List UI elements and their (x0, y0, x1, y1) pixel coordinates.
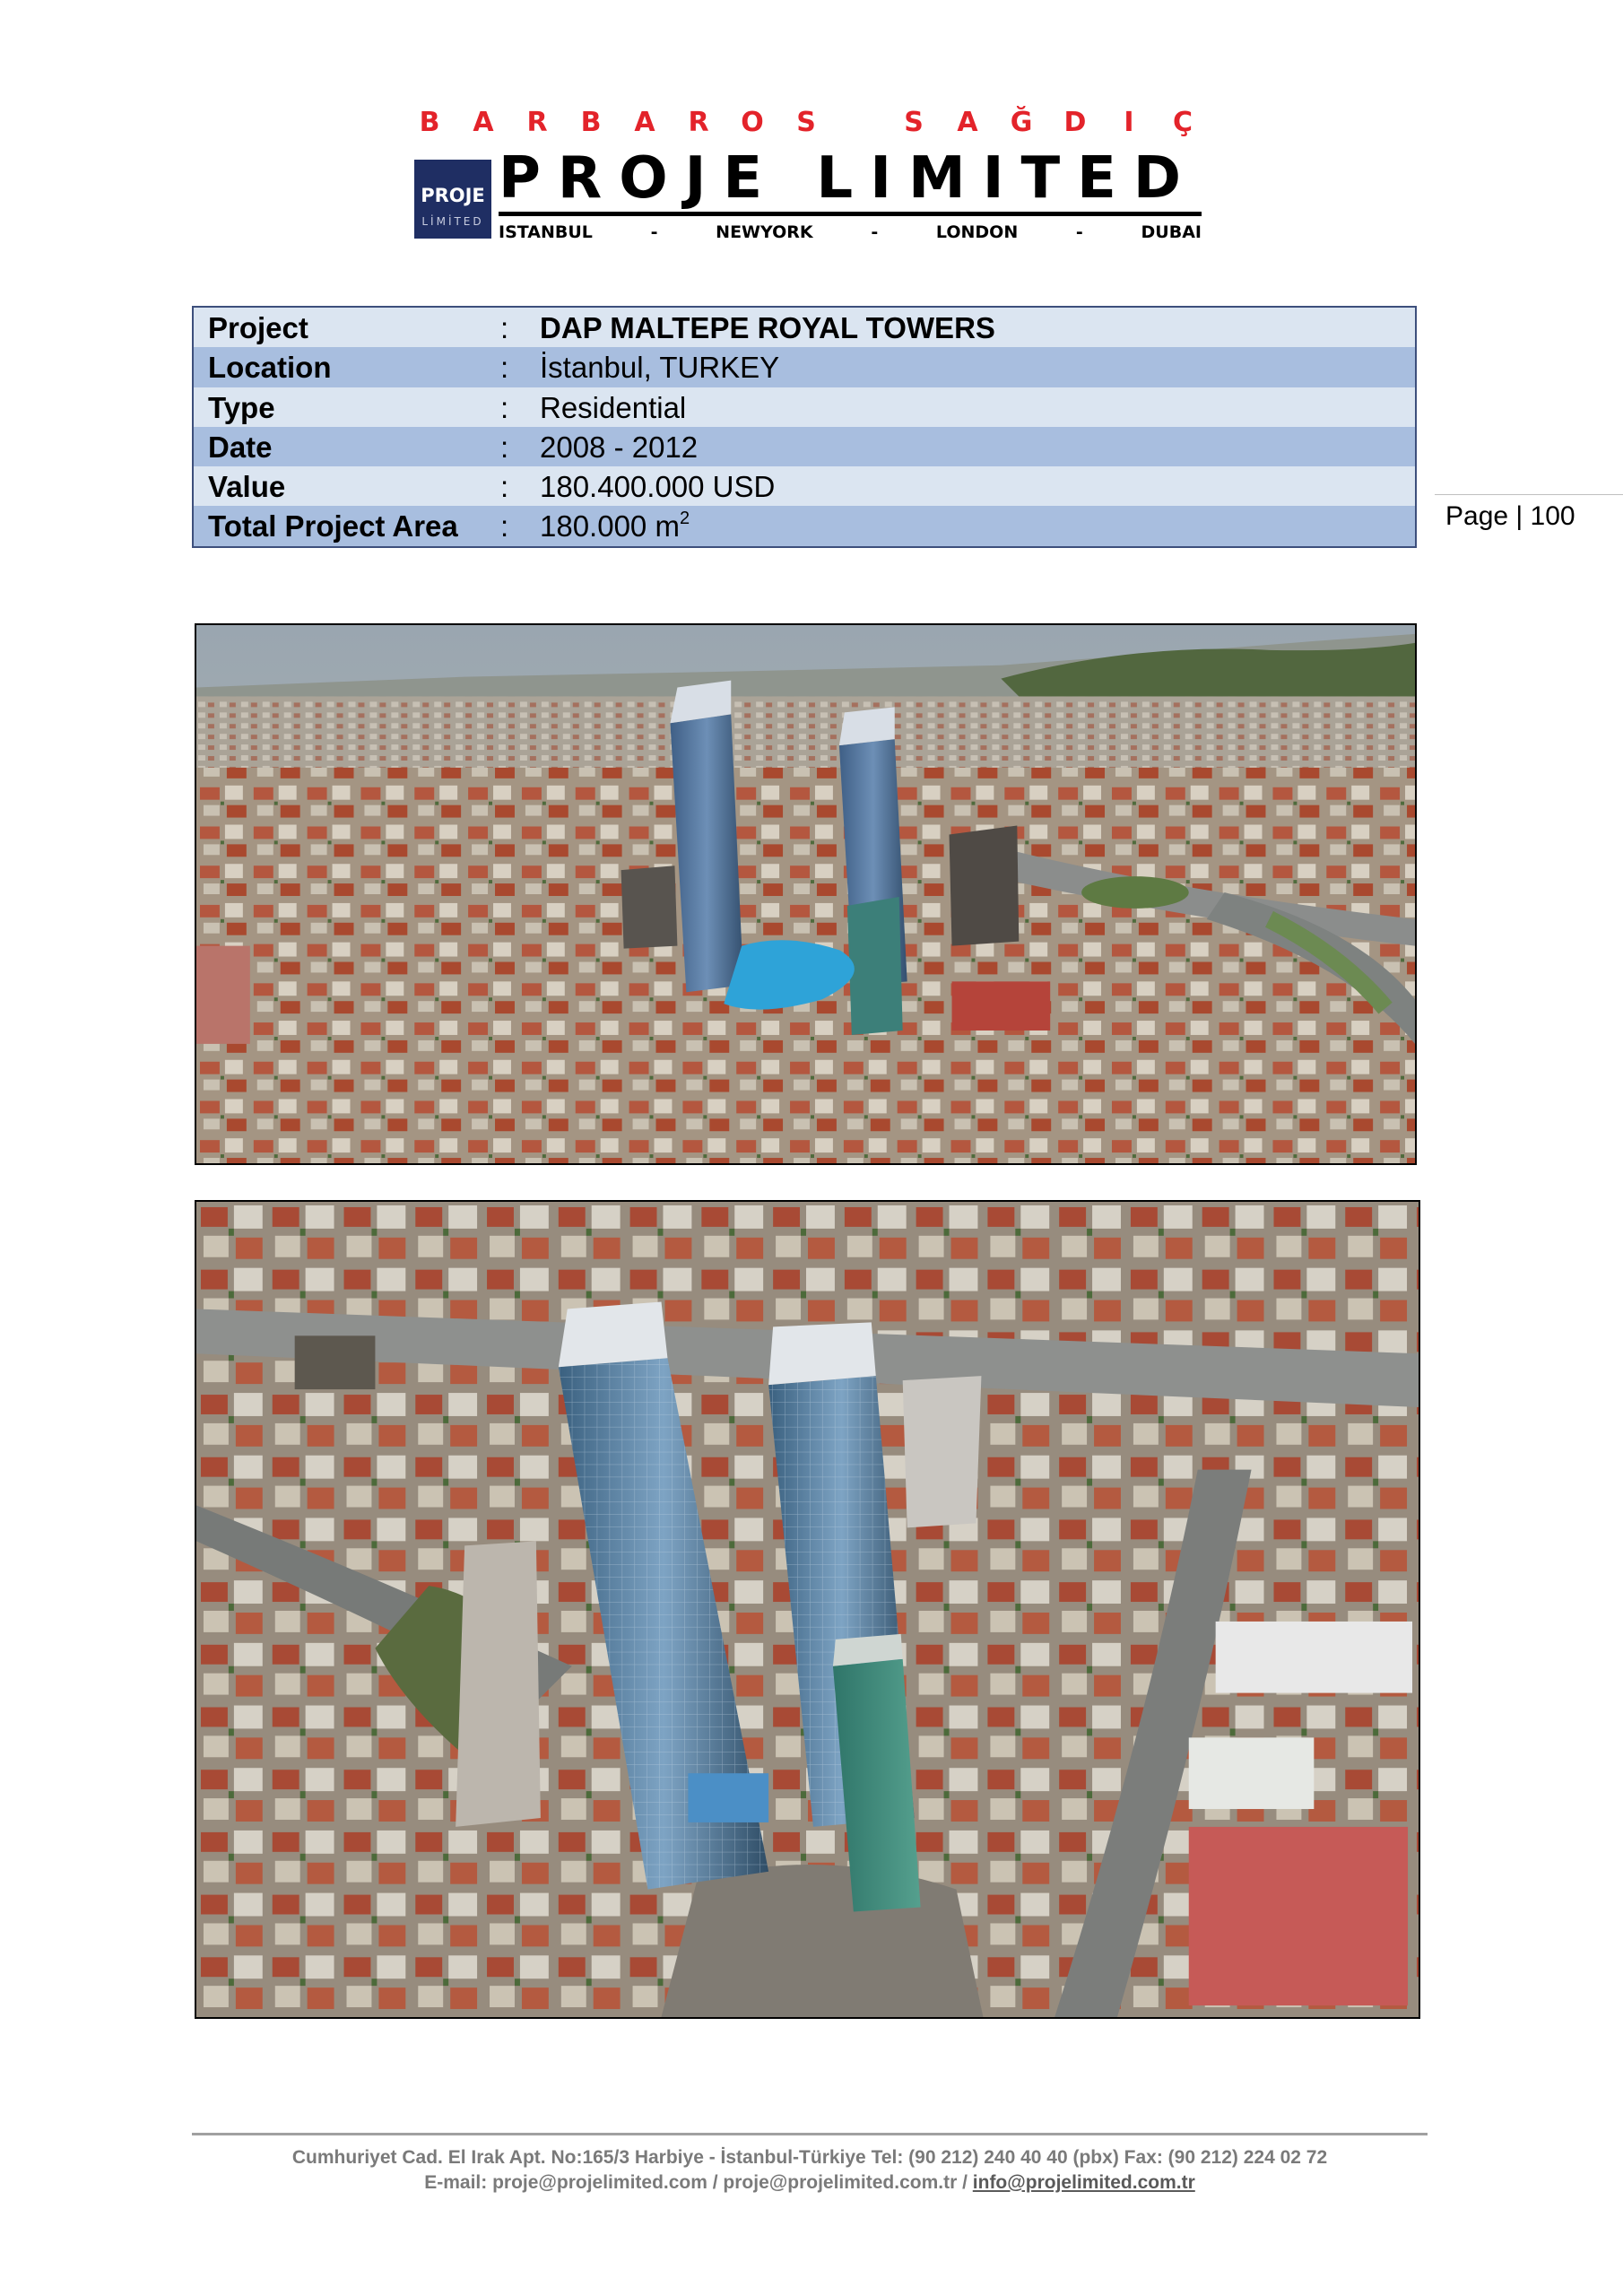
info-colon: : (500, 509, 509, 544)
brand-letter: D (1063, 106, 1087, 138)
city-label: DUBAI (1141, 222, 1202, 242)
info-label: Type (208, 390, 275, 424)
footer-email-text: E-mail: proje@projelimited.com / proje@projelimited.com.tr / (424, 2172, 973, 2193)
brand-letter: O (741, 106, 764, 138)
brand-name-spaced (412, 108, 1201, 136)
brand-letter: A (473, 106, 494, 138)
footer-email-link[interactable]: info@projelimited.com.tr (972, 2172, 1195, 2193)
info-colon: : (500, 351, 509, 385)
info-row-date (194, 427, 1415, 466)
brand-letter: B (419, 106, 440, 138)
brand-letter: I (1124, 106, 1134, 138)
city-separator: - (650, 222, 658, 242)
brand-letter: R (688, 106, 709, 138)
city-separator: - (1075, 222, 1083, 242)
info-label: Location (208, 351, 332, 385)
city-label: LONDON (935, 222, 1019, 242)
area-superscript: 2 (679, 509, 690, 529)
page-number-rule (1435, 494, 1623, 495)
page-number: Page | 100 (1445, 501, 1575, 531)
project-info-table (192, 306, 1417, 548)
letterhead (0, 0, 1623, 269)
logo-mark (414, 160, 491, 239)
info-value: İstanbul, TURKEY (540, 351, 780, 385)
aerial-photo-close (195, 1200, 1420, 2019)
city-label: ISTANBUL (499, 222, 593, 242)
city-separator: - (871, 222, 879, 242)
brand-letter: A (957, 106, 978, 138)
info-label: Date (208, 430, 273, 464)
info-row-value (194, 466, 1415, 506)
info-row-location (194, 347, 1415, 387)
logo-wordmark: PROJE LIMITED (499, 145, 1198, 212)
aerial-photo-wide-image (196, 625, 1415, 1163)
info-colon: : (500, 430, 509, 464)
footer-address: Cumhuriyet Cad. El Irak Apt. No:165/3 Harbiye - İstanbul-Türkiye Tel: (90 212) 240 40 40 (pbx) Fax: (90 212) 224 02 72 (291, 2147, 1328, 2168)
brand-letter: B (580, 106, 602, 138)
info-value: Residential (540, 390, 687, 424)
info-row-area (194, 506, 1415, 545)
info-row-type (194, 387, 1415, 427)
logo-mark-text: PROJE (421, 185, 485, 206)
brand-letter: Ğ (1010, 106, 1033, 138)
info-label: Total Project Area (208, 509, 458, 544)
brand-letter: A (634, 106, 655, 138)
city-label: NEWYORK (716, 222, 813, 242)
brand-letter: Ç (1172, 106, 1193, 138)
info-colon: : (500, 470, 509, 504)
brand-letter: R (526, 106, 548, 138)
info-value: 180.400.000 USD (540, 470, 776, 504)
area-number: 180.000 m (540, 509, 680, 544)
info-label: Project (208, 311, 308, 344)
footer-email (192, 2171, 1428, 2195)
brand-letter: S (904, 106, 924, 138)
logo-underline (499, 212, 1202, 216)
info-value: 2008 - 2012 (540, 430, 699, 464)
brand-letter: S (796, 106, 816, 138)
info-colon: : (500, 390, 509, 424)
info-row-project (194, 308, 1415, 347)
aerial-photo-wide (195, 623, 1417, 1165)
footer-rule (192, 2133, 1428, 2135)
aerial-photo-close-image (196, 1202, 1419, 2017)
info-label: Value (208, 470, 286, 504)
info-value (540, 509, 690, 544)
info-value: DAP MALTEPE ROYAL TOWERS (540, 311, 995, 344)
logo-mark-subtext: LİMİTED (421, 215, 484, 228)
logo-cities (499, 221, 1202, 244)
info-colon: : (500, 311, 509, 344)
